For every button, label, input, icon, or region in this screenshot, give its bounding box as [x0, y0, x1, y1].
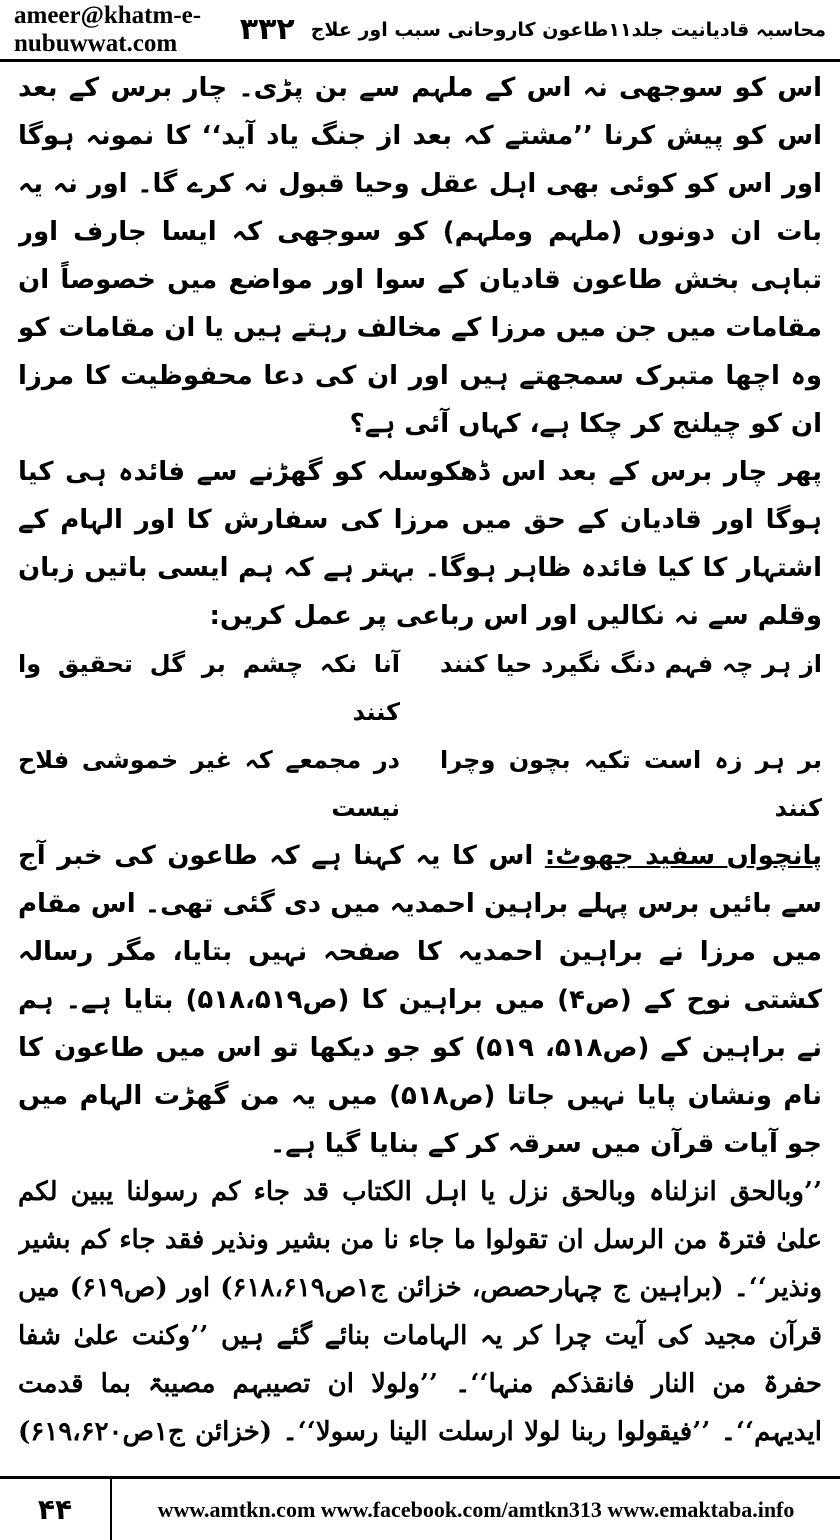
arabic-quote-paragraph: ’’وبالحق انزلناہ وبالحق نزل یا اہل الکتاب قد جاء کم رسولنا یبین لکم علیٰ فترۃ من الرسل ان تقولوا ما جاء نا من بشیر ونذیر فقد جاء کم بشیر ونذیر‘‘۔ (براہین ج چہارحصص، خزائن ج۱ص۶۱۸،۶۱۹) اور (ص۶۱۹) میں قرآن مجید کی آیت چرا کر یہ الہامات بنائے گئے ہیں ’’وکنت علیٰ شفا حفرۃ من النار فانقذکم منہا‘‘۔ ’’ولولا ان تصیبہم مصیبۃ بما قدمت ایدیہم‘‘۔ ’’فیقولوا ربنا لولا ارسلت الینا رسولا‘‘۔ (خزائن ج۱ص۶۱۹،۶۲۰) [18, 1177, 822, 1447]
poem-line-1: از ہر چہ فہم دنگ نگیرد حیا کنند [440, 650, 822, 678]
poem-line-3: بر ہر زہ است تکیہ بچون وچرا کنند [440, 746, 822, 822]
section-paragraph [18, 832, 822, 1168]
poem-line-4: در مجمعے کہ غیر خموشی فلاح نیست [18, 746, 400, 822]
footer-page-number: ۴۴ [0, 1479, 112, 1540]
page-header [0, 0, 840, 62]
poem-line-2: آنا نکہ چشم بر گل تحقیق وا کنند [18, 650, 400, 726]
persian-quatrain [18, 640, 822, 832]
paragraph-1: اس کو سوجھی نہ اس کے ملہم سے بن پڑی۔ چار برس کے بعد اس کو پیش کرنا ’’مشتے کہ بعد از جنگ یاد آید‘‘ کا نمونہ ہوگا اور اس کو کوئی بھی اہل عقل وحیا قبول نہ کرے گا۔ اور نہ یہ بات ان دونوں (ملہم وملہم) کو سوجھی کہ ایسا جارف اور تباہی بخش طاعون قادیان کے سوا اور مواضع میں خصوصاً ان مقامات میں جن میں مرزا کے مخالف رہتے ہیں یا ان مقامات کو وہ اچھا متبرک سمجھتے ہیں اور ان کی دعا محفوظیت کا مرزا ان کو چیلنج کر چکا ہے، کہاں آئی ہے؟ [18, 73, 822, 439]
page-footer [0, 1476, 840, 1540]
header-title-group [240, 12, 826, 47]
paragraph-2: پھر چار برس کے بعد اس ڈھکوسلہ کو گھڑنے سے فائدہ ہی کیا ہوگا اور قادیان کے حق میں مرزا کی سفارش کا اور الہام کے اشتہار کا کیا فائدہ ظاہر ہوگا۔ بہتر ہے کہ ہم ایسی باتیں زبان وقلم سے نہ نکالیں اور اس رباعی پر عمل کریں: [18, 457, 822, 631]
section-heading: پانچواں سفید جھوٹ: [544, 841, 822, 871]
header-page-number: ۳۳۲ [239, 12, 295, 47]
footer-websites: www.amtkn.com www.facebook.com/amtkn313 www.emaktaba.info [157, 1496, 795, 1522]
header-email: ameer@khatm-e-nubuwwat.com [14, 1, 202, 57]
header-title: محاسبہ قادیانیت جلد۱۱طاعون کاروحانی سبب اور علاج [310, 18, 826, 41]
section-text: اس کا یہ کہنا ہے کہ طاعون کی خبر آج سے بائیں برس پہلے براہین احمدیہ میں دی گئی تھی۔ اس مقام میں مرزا نے براہین احمدیہ کا صفحہ نہیں بتایا، مگر رسالہ کشتی نوح کے (ص۴) میں براہین کا (ص۵۱۸،۵۱۹) بتایا ہے۔ ہم نے براہین کے (ص۵۱۸، ۵۱۹) کو جو دیکھا تو اس میں طاعون کا نام ونشان پایا نہیں جاتا (ص۵۱۸) میں یہ من گھڑت الہام میں جو آیات قرآن میں سرقہ کر کے بنایا گیا ہے۔ [18, 841, 822, 1159]
page-body [18, 64, 822, 1464]
